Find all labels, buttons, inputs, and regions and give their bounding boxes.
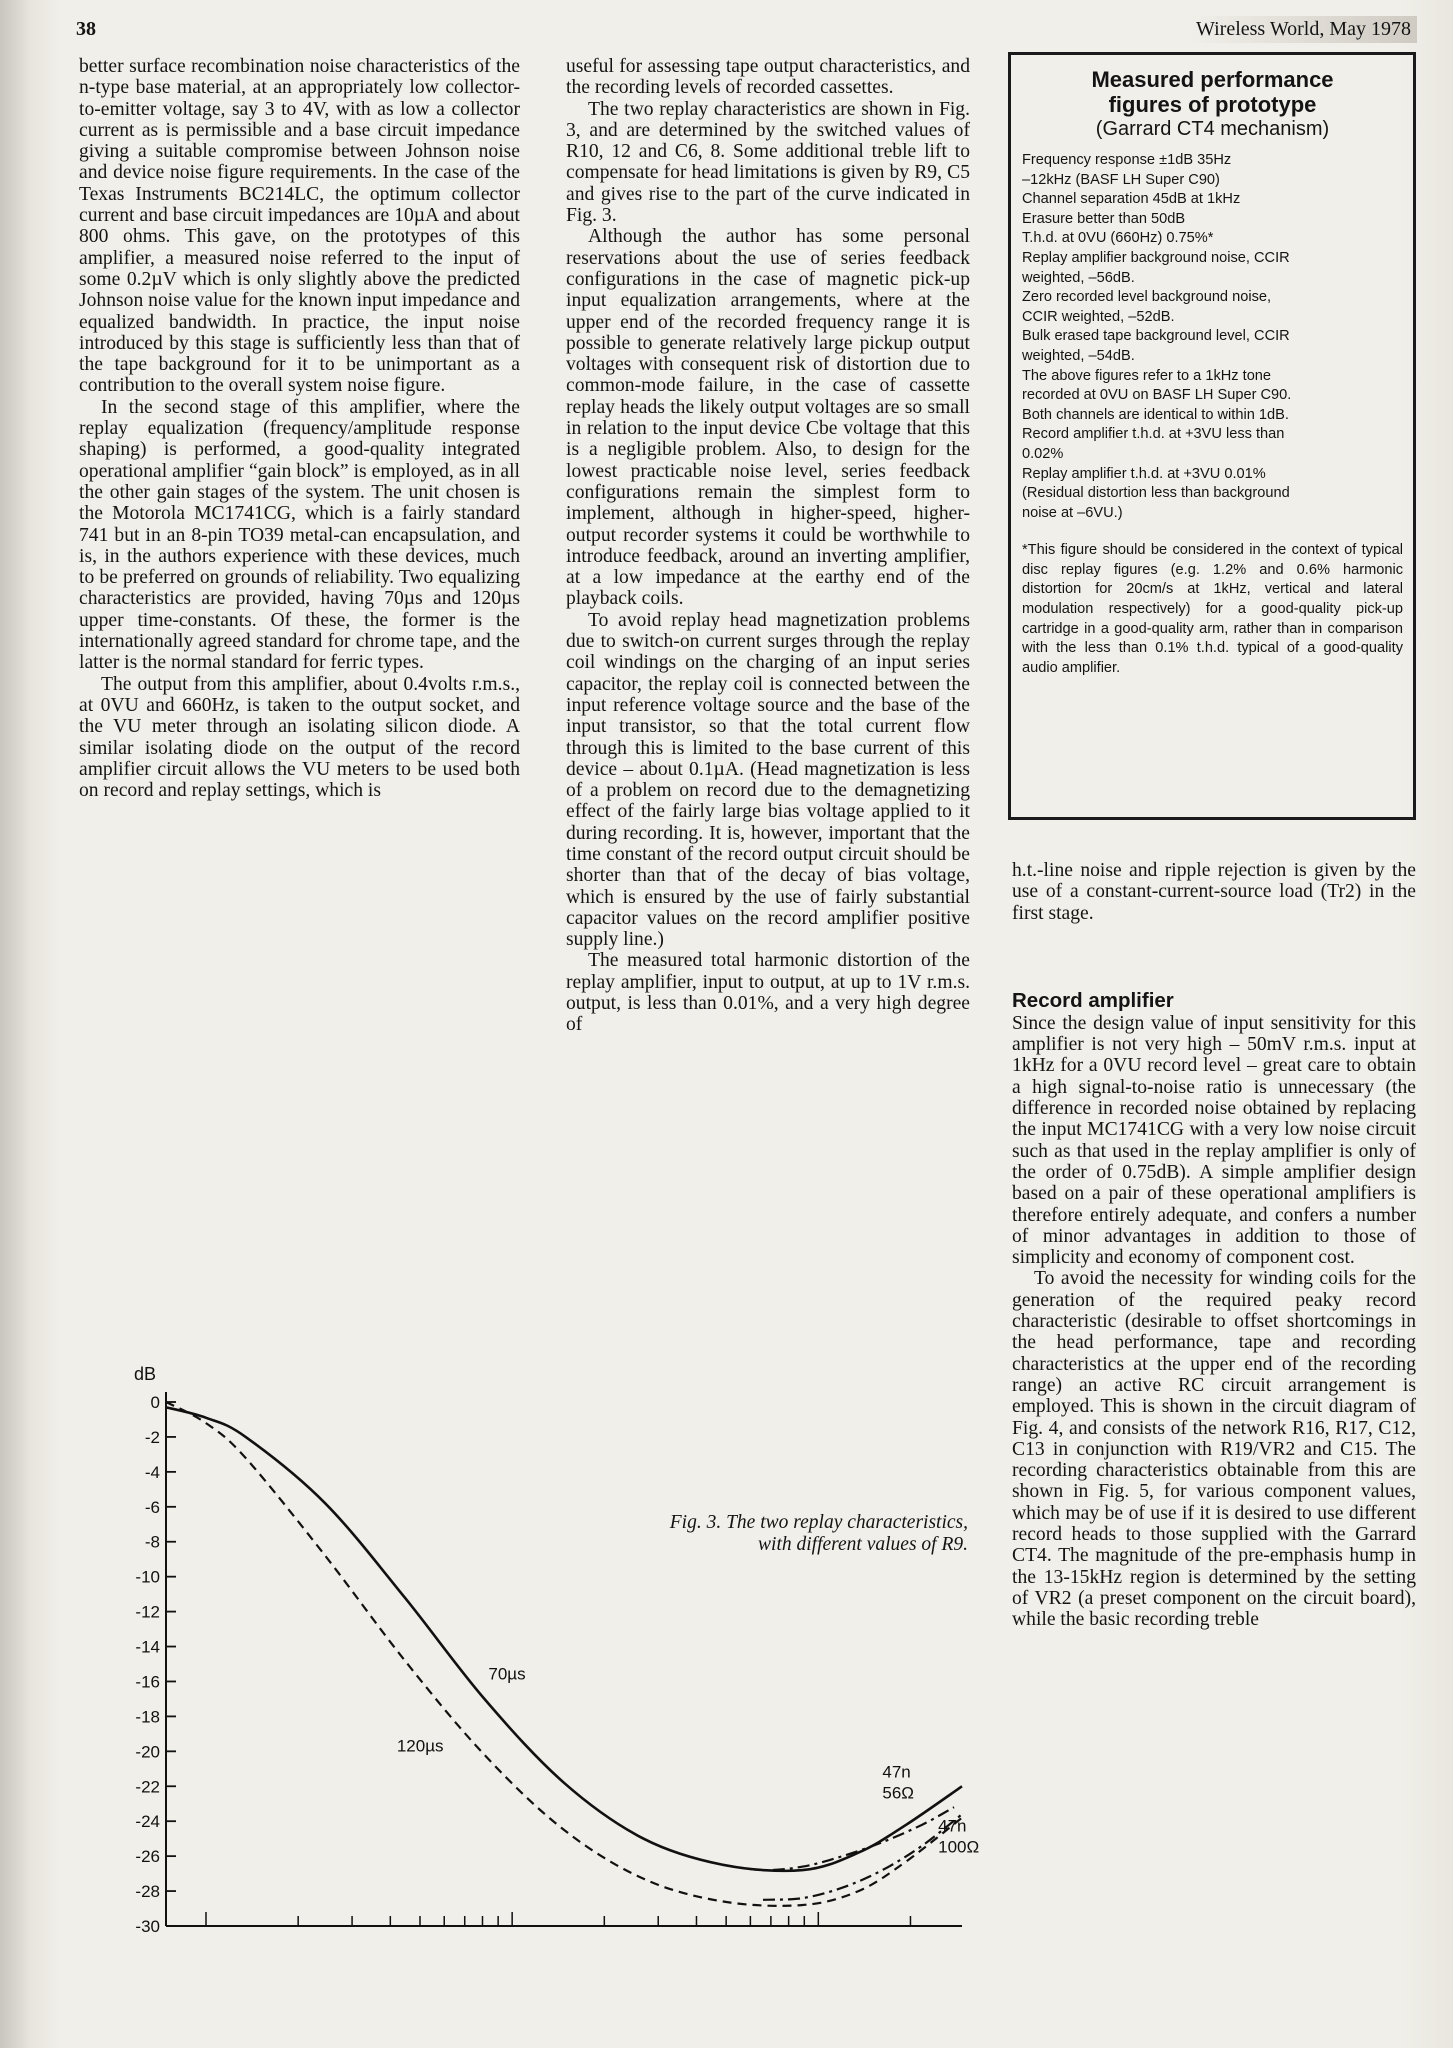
spec-line: –12kHz (BASF LH Super C90): [1022, 171, 1220, 188]
y-tick-label: -6: [144, 1497, 160, 1517]
series-label: 56Ω: [882, 1783, 915, 1803]
running-head: Wireless World, May 1978: [1190, 16, 1417, 43]
spec-line: T.h.d. at 0VU (660Hz) 0.75%*: [1022, 230, 1214, 247]
y-tick-label: -12: [135, 1602, 160, 1622]
spec-line: Replay amplifier t.h.d. at +3VU 0.01%: [1022, 465, 1266, 482]
spec-line: Both channels are identical to within 1dB.: [1022, 406, 1289, 423]
series-label: 120µs: [396, 1736, 444, 1756]
box-title-line-2: figures of prototype: [1108, 92, 1317, 117]
spec-line: 0.02%: [1022, 445, 1064, 462]
paragraph: To avoid the necessity for winding coils for the generation of the required peaky record characteristic (desirable to offset shortcomings in the head performance, tape and recording characteristics at the upper end of the recording range) an active RC circuit arrangement is employed. This is shown in the circuit diagram of Fig. 4, and consists of the network R16, R17, C12, C13 in conjunction with R19/VR2 and C15. The recording characteristics obtainable from this are shown in Fig. 5, for various component values, which may be of use if it is desired to use different record heads to those supplied with the Garrard CT4. The magnitude of the pre-emphasis hump in the 13-15kHz region is determined by the setting of VR2 (a preset component on the circuit board), while the basic recording treble: [1012, 1268, 1416, 1631]
y-tick-label: -14: [135, 1637, 160, 1657]
paragraph: h.t.-line noise and ripple rejection is given by the use of a constant-current-source load (Tr2) in the first stage.: [1012, 860, 1416, 924]
y-tick-label: 0: [150, 1393, 160, 1412]
y-tick-label: -18: [135, 1707, 160, 1727]
spec-line: The above figures refer to a 1kHz tone: [1022, 367, 1272, 384]
spec-line: Bulk erased tape background level, CCIR: [1022, 328, 1290, 345]
spec-line: Replay amplifier background noise, CCIR: [1022, 249, 1290, 266]
paragraph: To avoid replay head magnetization problems due to switch-on current surges through the replay coil windings on the charging of an input series capacitor, the replay coil is connected between the input reference voltage source and the base of the input transistor, so that the total current flow through this is limited to the base current of this device – about 0.1µA. (Head magnetization is less of a problem on record due to the demagnetizing effect of the fairly large bias voltage applied to it during recording. It is, however, important that the time constant of the record output circuit should be shorter than that of the decay of bias voltage, which is ensured by the use of fairly substantial capacitor values on the record amplifier positive supply line.): [566, 609, 970, 951]
spec-line: Zero recorded level background noise,: [1022, 289, 1272, 306]
series-label: 100Ω: [938, 1837, 980, 1857]
paragraph: The output from this amplifier, about 0.4volts r.m.s., at 0VU and 660Hz, is taken to the output socket, and the VU meter through an isolating silicon diode. A similar isolating diode on the output of the record amplifier circuit allows the VU meters to be used both on record and replay settings, which is: [79, 673, 520, 802]
spec-line: CCIR weighted, –52dB.: [1022, 308, 1175, 325]
spec-line: Record amplifier t.h.d. at +3VU less than: [1022, 426, 1285, 443]
spec-line: recorded at 0VU on BASF LH Super C90.: [1022, 387, 1292, 404]
series-label: 47n: [882, 1762, 911, 1782]
y-tick-label: -28: [135, 1882, 160, 1902]
y-tick-label: -24: [135, 1812, 160, 1832]
paragraph: useful for assessing tape output characteristics, and the recording levels of recorded cassettes.: [566, 56, 970, 99]
series-line: [763, 1814, 962, 1900]
series-line: [166, 1407, 962, 1871]
caption-line-2: with different values of R9.: [758, 1534, 968, 1555]
section-heading: Record amplifier: [1012, 988, 1174, 1012]
y-tick-label: -10: [135, 1567, 160, 1587]
spec-line: weighted, –54dB.: [1022, 347, 1135, 364]
y-tick-label: -30: [135, 1917, 160, 1936]
caption-line-1: Fig. 3. The two replay characteristics,: [669, 1512, 968, 1533]
paragraph: The measured total harmonic distortion of the replay amplifier, input to output, at up to 1V r.m.s. output, is less than 0.01%, and a very high degree of: [566, 950, 970, 1036]
box-subtitle: (Garrard CT4 mechanism): [1095, 118, 1330, 140]
paragraph: The two replay characteristics are shown in Fig. 3, and are determined by the switched values of R10, 12 and C6, 8. Some additional treble lift to compensate for head limitations is given by R9, C5 and gives rise to the part of the curve indicated in Fig. 3.: [566, 98, 970, 227]
y-axis-label: dB: [134, 1364, 157, 1384]
figure-caption: [590, 1512, 968, 1556]
spec-line: Frequency response ±1dB 35Hz: [1022, 152, 1232, 168]
y-tick-label: -20: [135, 1742, 160, 1762]
paragraph: In the second stage of this amplifier, where the replay equalization (frequency/amplitude response shaping) is performed, a good-quality integrated operational amplifier “gain block” is employed, as in all the other gain stages of the system. The unit chosen is the Motorola MC1741CG, which is a fairly standard 741 but in an 8-pin TO39 metal-can encapsulation, and is, in the authors experience with these devices, much to be preferred on grounds of reliability. Two equalizing characteristics are provided, having 70µs and 120µs upper time-constants. Of these, the former is the internationally agreed standard for chrome tape, and the latter is the normal standard for ferric types.: [79, 396, 520, 674]
y-tick-label: -26: [135, 1847, 160, 1867]
spec-line: weighted, –56dB.: [1022, 269, 1135, 286]
paragraph: Since the design value of input sensitivity for this amplifier is not very high – 50mV r.m.s. input at 1kHz for a 0VU record level – great care to obtain a high signal-to-noise ratio is unnecessary (the difference in recorded noise obtained by replacing the input MC1741CG with a very low noise circuit such as that used in the replay amplifier is only of the order of 0.75dB). A simple amplifier design based on a pair of these operational amplifiers is therefore entirely adequate, and confers a number of minor advantages in addition to those of simplicity and economy of component cost.: [1012, 1012, 1416, 1269]
y-tick-label: -2: [144, 1427, 160, 1447]
series-line: [166, 1402, 962, 1906]
box-footnote: *This figure should be considered in the context of typical disc replay figures (e.g. 1.2% and 0.6% harmonic distortion for 20cm/s at 1kHz, vertical and lateral modulation respectively) for a good-quality pick-up cartridge in a good-quality arm, rather than in comparison with the less than 0.1% t.h.d. typical of a good-quality audio amplifier.: [1022, 542, 1403, 676]
paragraph: better surface recombination noise characteristics of the n-type base material, at an appropriately low collector-to-emitter voltage, say 3 to 4V, with as low a collector current as is permissible and a base circuit impedance giving a suitable compromise between Johnson noise and device noise figure requirements. In the case of the Texas Instruments BC214LC, the optimum collector current and base circuit impedances are 10µA and about 800 ohms. This gave, on the prototypes of this amplifier, a measured noise referred to the input of some 0.2µV which is only slightly above the predicted Johnson noise value for the known input impedance and equalized bandwidth. In practice, the input noise introduced by this stage is sufficiently less than that of the tape background for it to be unimportant as a contribution to the overall system noise figure.: [79, 56, 520, 397]
spec-line: noise at –6VU.): [1022, 504, 1123, 521]
y-tick-label: -22: [135, 1777, 160, 1797]
spec-line: (Residual distortion less than background: [1022, 485, 1290, 502]
paragraph: Although the author has some personal reservations about the use of series feedback configurations in the case of magnetic pick-up input equalization arrangements, where at the upper end of the recorded frequency range it is possible to generate relatively large pickup output voltages with consequent risk of distortion due to common-mode failure, in the case of cassette replay heads the likely output voltages are so small in relation to the input device Cbe voltage that this is a negligible problem. Also, to design for the lowest practicable noise level, series feedback configurations remain the simplest form to implement, although in higher-speed, higher-output recorder systems it could be worthwhile to introduce feedback, around an inverting amplifier, at a low impedance at the earthy end of the playback coils.: [566, 226, 970, 610]
series-label: 70µs: [488, 1664, 526, 1684]
y-tick-label: -4: [144, 1462, 160, 1482]
box-title-line-1: Measured performance: [1091, 67, 1334, 92]
y-tick-label: -16: [135, 1672, 160, 1692]
spec-line: Channel separation 45dB at 1kHz: [1022, 191, 1241, 208]
series-label: 47n: [938, 1816, 967, 1836]
page-number: 38: [76, 18, 96, 40]
spec-line: Erasure better than 50dB: [1022, 210, 1186, 227]
y-tick-label: -8: [144, 1532, 160, 1552]
